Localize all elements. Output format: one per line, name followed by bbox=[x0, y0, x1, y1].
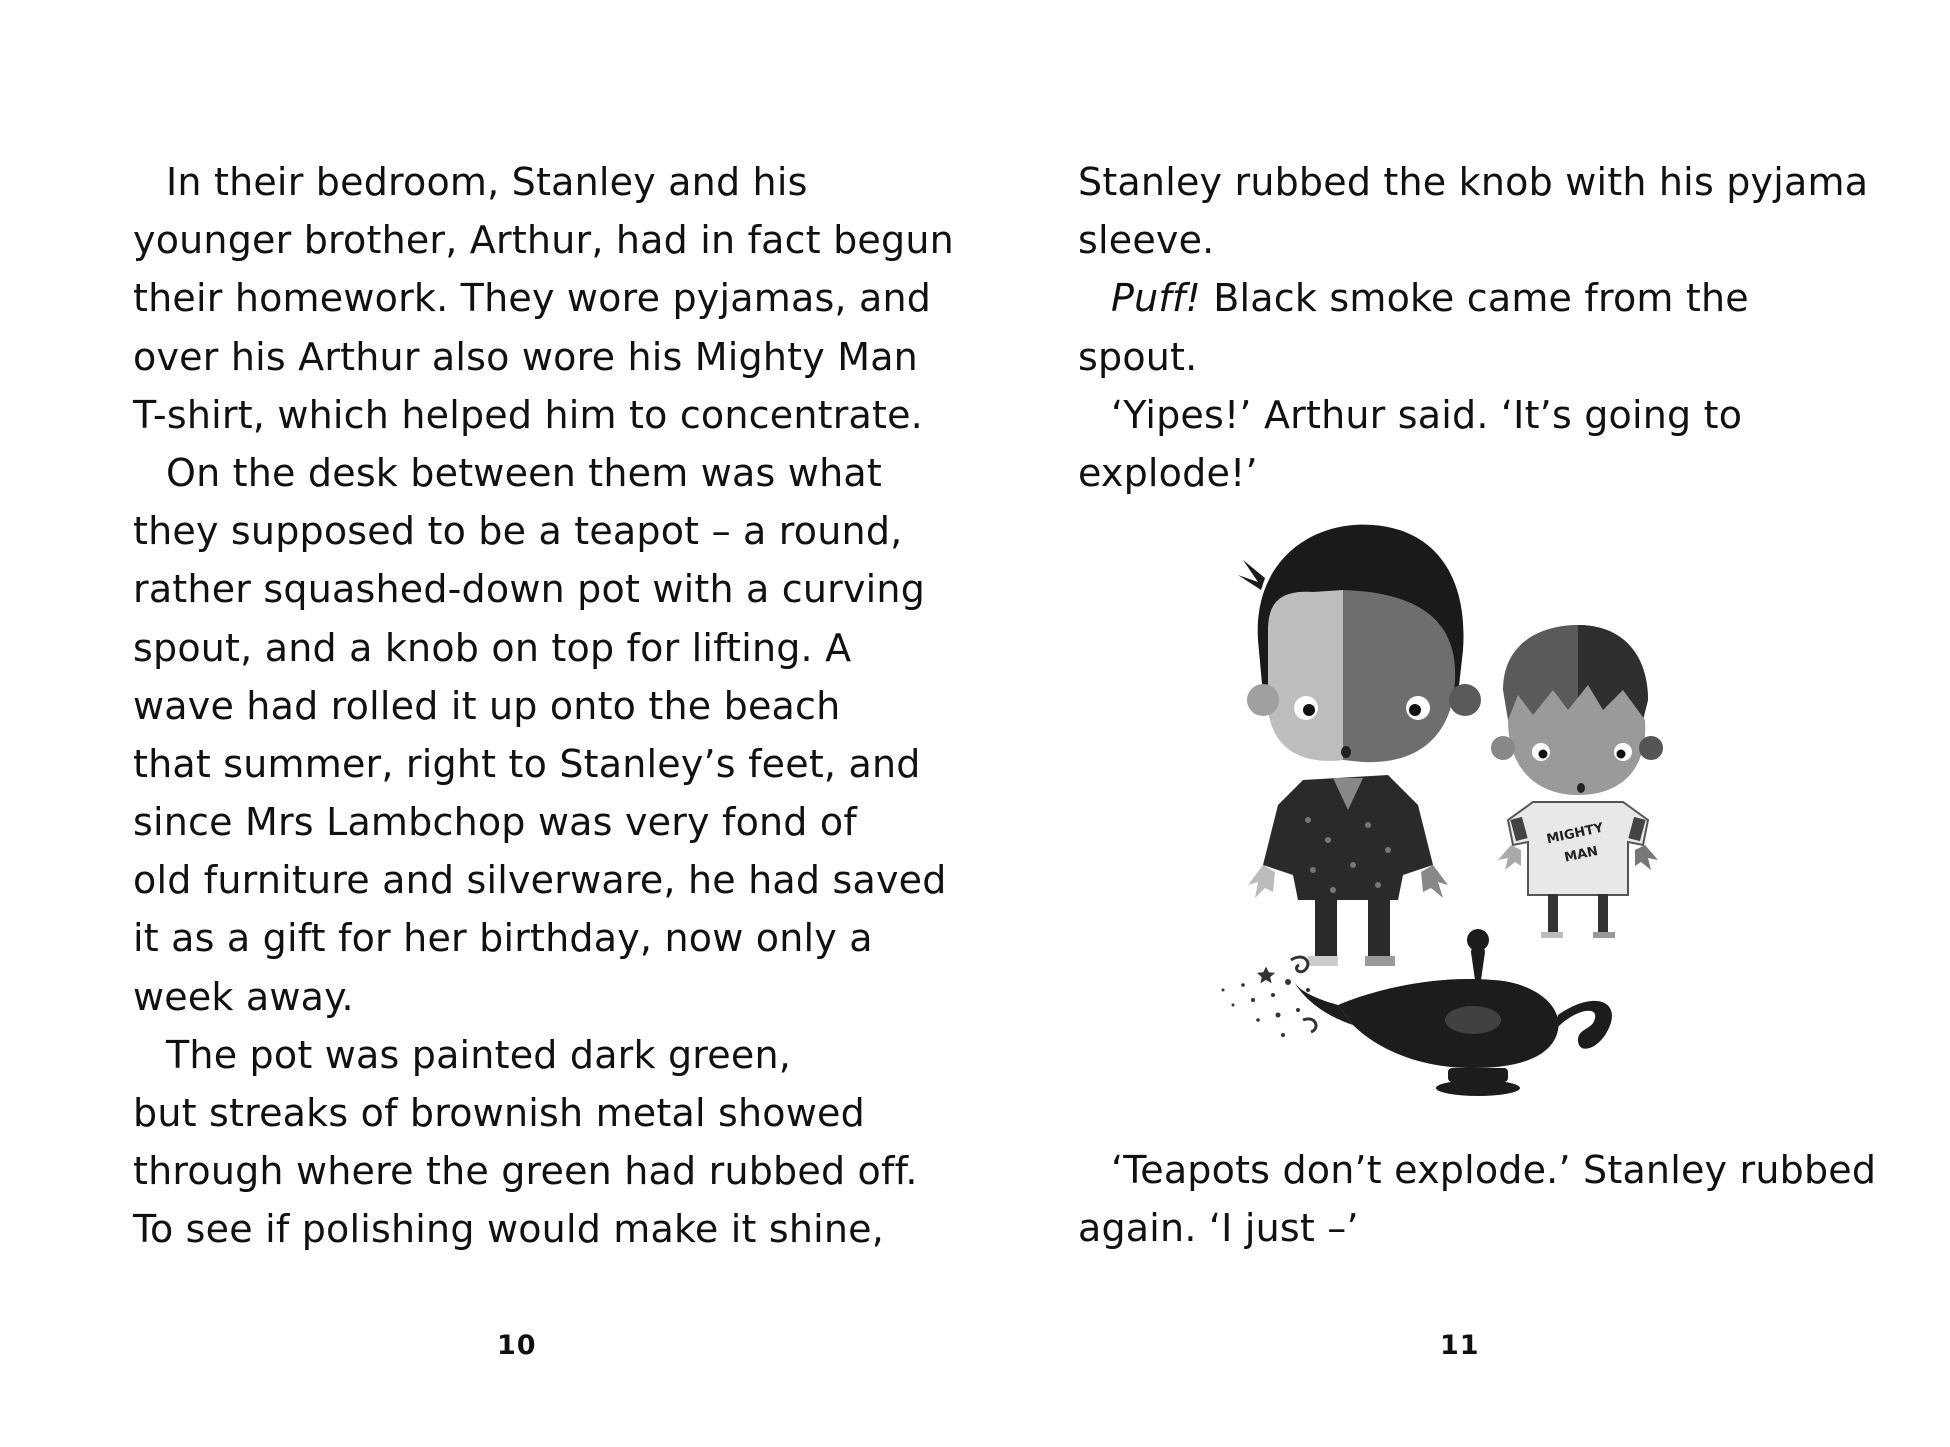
stanley-figure bbox=[1238, 525, 1481, 966]
text-line: through where the green had rubbed off. bbox=[133, 1149, 918, 1194]
text-line: In their bedroom, Stanley and his bbox=[166, 160, 808, 204]
text-line: ‘Teapots don’t explode.’ Stanley rubbed bbox=[1111, 1148, 1877, 1192]
text-line: younger brother, Arthur, had in fact begun bbox=[133, 218, 954, 263]
text-line: spout. bbox=[1078, 334, 1198, 379]
tshirt-logo-line1: MIGHTY bbox=[1545, 820, 1605, 848]
boys-and-lamp-illustration bbox=[1203, 520, 1703, 1120]
text-line: their homework. They wore pyjamas, and bbox=[133, 276, 932, 321]
right-page-text-bottom bbox=[1078, 1141, 1876, 1257]
sparkles bbox=[1222, 957, 1317, 1037]
text-line: To see if polishing would make it shine, bbox=[133, 1207, 885, 1252]
italic-exclamation: Puff! bbox=[1111, 276, 1201, 321]
text-line: The pot was painted dark green, bbox=[166, 1032, 792, 1077]
arthur-figure bbox=[1491, 625, 1663, 938]
text-line: they supposed to be a teapot – a round, bbox=[133, 509, 903, 554]
text-line: rather squashed-down pot with a curving bbox=[133, 567, 926, 612]
text-line: T-shirt, which helped him to concentrate. bbox=[133, 392, 923, 437]
text-line: wave had rolled it up onto the beach bbox=[133, 683, 841, 728]
text-line: old furniture and silverware, he had saved bbox=[133, 858, 947, 903]
text-line: ‘Yipes!’ Arthur said. ‘It’s going to bbox=[1111, 392, 1743, 437]
text-line: since Mrs Lambchop was very fond of bbox=[133, 800, 857, 845]
text-line: again. ‘I just –’ bbox=[1078, 1206, 1359, 1251]
right-page-text-top bbox=[1078, 153, 1868, 502]
text-line: Stanley rubbed the knob with his pyjama bbox=[1078, 160, 1869, 204]
text-line: that summer, right to Stanley’s feet, and bbox=[133, 741, 921, 786]
left-page-text bbox=[133, 153, 954, 1259]
text-line: explode!’ bbox=[1078, 450, 1258, 495]
text-line: over his Arthur also wore his Mighty Man bbox=[133, 334, 918, 379]
text-line: spout, and a knob on top for lifting. A bbox=[133, 625, 852, 670]
text-line: sleeve. bbox=[1078, 218, 1215, 263]
text-line bbox=[1078, 269, 1868, 327]
teapot-lamp bbox=[1293, 929, 1612, 1096]
text-line: it as a gift for her birthday, now only a bbox=[133, 916, 873, 961]
text-line: but streaks of brownish metal showed bbox=[133, 1091, 865, 1135]
page-number: 10 bbox=[497, 1330, 537, 1361]
text-line: week away. bbox=[133, 974, 354, 1019]
text-fragment: Black smoke came from the bbox=[1201, 276, 1749, 321]
right-page bbox=[975, 0, 1950, 1447]
page-number: 11 bbox=[1440, 1330, 1480, 1361]
tshirt-logo-line2: MAN bbox=[1563, 843, 1600, 866]
text-line: On the desk between them was what bbox=[166, 450, 882, 495]
